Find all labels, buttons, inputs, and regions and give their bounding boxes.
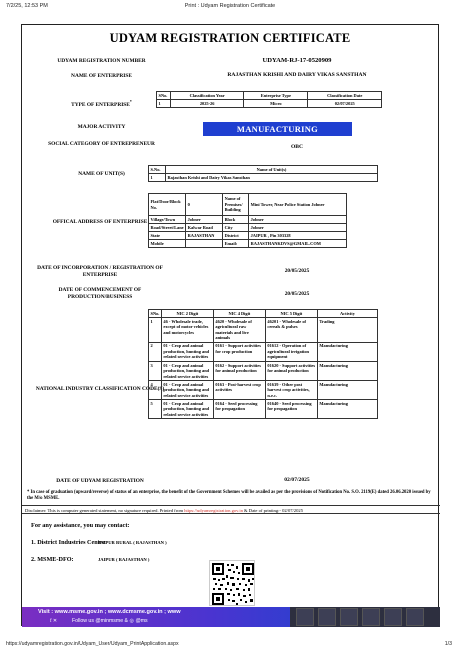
print-footer [0,641,460,650]
udyam-date-label: DATE OF UDYAM REGISTRATION [56,478,144,484]
dic-label: 1. District Industries Centre: [31,539,108,546]
qr-code-icon [210,561,256,607]
table-row: State RAJASTHAN District JAIPUR , Pin 303328 [149,232,347,240]
table-row: Flat/Door/Block No. 0 Name of Premises/ Building Mini Tower, Near Police Station Jobner [149,194,347,216]
facebook-icon: f [50,619,52,624]
graduation-note: * In case of graduation (upward/reverse) of status of an enterprise, the benefit of the Government Schemes will be availed as per the provisions of Notification No. S.O. 2119(E) dated 26.06.2020 issued by the M/o MSME. [27,490,431,502]
divider [22,513,440,514]
qr-code [209,560,255,606]
table-header-row: SNo. Classification Year Enterprise Type Classification Date [157,92,382,100]
logo-placeholder [362,608,380,626]
assistance-heading: For any assistance, you may contact: [31,522,130,529]
table-row: Road/Street/Lane Kalwar Road City Jobner [149,224,347,232]
table-row: 1 46 - Wholesale trade, except of motor vehicles and motorcycles 4620 - Wholesale of agricultural raw materials and live animals 46201 - Wholesale of cereals & pulses Trading [149,318,378,343]
social-category-label: SOCIAL CATEGORY OF ENTREPRENEUR [48,141,155,147]
banner-dark-panel [290,607,440,627]
table-row: 3 01 - Crop and animal production, hunting and related service activities 0162 - Support activities for animal production 01620 - Support activities for animal production Manufacturing [149,361,378,380]
print-datetime: 7/2/25, 12:53 PM [6,3,48,9]
msme-banner [22,607,440,627]
table-row: 1 Rajasthan Krishi and Dairy Vikas Sansthan [149,174,378,182]
social-icons [50,618,57,624]
msme-dfo-value: JAIPUR ( RAJASTHAN ) [98,557,150,562]
twitter-icon: ✕ [52,619,58,624]
disclaimer-link[interactable]: https://udyamregistration.gov.in [184,507,243,513]
table-row: Mobile Email: RAJASTHANKDVS@GMAIL.COM [149,240,347,248]
print-url: https://udyamregistration.gov.in/Udyam_User/Udyam_PrintApplication.aspx [6,641,179,647]
logo-placeholder [318,608,336,626]
disclaimer: Disclaimer: This is computer generated statement, no signature required. Printed from https://udyamregistration.gov.in & Date of printing:- 02/07/2025 [22,505,440,515]
table-row: 1 2025-26 Micro 02/07/2025 [157,100,382,108]
enterprise-name-label: NAME OF ENTERPRISE [71,73,132,79]
logo-placeholder [384,608,402,626]
dic-value: JAIPUR RURAL ( RAJASTHAN ) [98,540,167,545]
enterprise-name: RAJASTHAN KRISHI AND DAIRY VIKAS SANSTHAN [227,72,367,78]
incorporation-date-label: DATE OF INCORPORATION / REGISTRATION OF ENTERPRISE [37,265,163,278]
reg-number: UDYAM-RJ-17-0520909 [262,57,332,64]
logo-placeholder [296,608,314,626]
reg-number-label: UDYAM REGISTRATION NUMBER [57,58,146,64]
print-header [0,3,460,13]
commencement-date: 20/05/2025 [284,291,310,297]
instagram-icon: ◎ [129,618,134,624]
nic-codes-table [148,309,378,419]
logo-placeholder [340,608,358,626]
address-table [148,193,347,248]
msme-dfo-label: 2. MSME-DFO: [31,556,74,563]
print-page-number: 1/3 [444,641,452,647]
banner-follow: Follow us @minmsme & ◎ @ms [72,618,148,624]
print-page-title: Print : Udyam Registration Certificate [184,3,276,9]
commencement-date-label: DATE OF COMMENCEMENT OF PRODUCTION/BUSINESS [58,287,142,300]
unit-names-label: NAME OF UNIT(S) [78,171,125,177]
nic-codes-label: NATIONAL INDUSTRY CLASSIFICATION CODE(S) [35,386,165,392]
certificate [21,24,439,626]
table-row: 4 01 - Crop and animal production, hunting and related service activities 0163 - Post-harvest crop activities 01639 - Other post harvest crop activities, n.e.c. Manufacturing [149,380,378,399]
table-row: 2 01 - Crop and animal production, hunting and related service activities 0161 - Support activities for crop production 01612 - Operation of agricultural irrigation equipment Manufacturing [149,342,378,361]
address-label: OFFICAL ADDRESS OF ENTERPRISE [52,219,148,225]
banner-visit-text: Visit : www.msme.gov.in ; www.dcmsme.gov.in ; www [38,609,181,615]
enterprise-type-table [156,91,382,108]
incorporation-date: 20/05/2025 [284,268,310,274]
certificate-title: UDYAM REGISTRATION CERTIFICATE [109,31,351,45]
enterprise-type-label: TYPE OF ENTERPRISE* [71,99,132,108]
table-row: Village/Town Jobner Block Jobner [149,216,347,224]
logo-placeholder [406,608,424,626]
social-category: OBC [290,144,304,150]
major-activity-label: MAJOR ACTIVITY [77,124,126,130]
udyam-date: 02/07/2025 [284,477,310,483]
major-activity-value: MANUFACTURING [203,122,352,136]
unit-names-table [148,165,378,182]
table-header-row: SNo. NIC 2 Digit NIC 4 Digit NIC 5 Digit Activity [149,310,378,318]
table-row: 5 01 - Crop and animal production, hunting and related service activities 0164 - Seed processing for propagation 01640 - Seed processing for propagation Manufacturing [149,399,378,418]
table-header-row: S.No. Name of Unit(s) [149,166,378,174]
